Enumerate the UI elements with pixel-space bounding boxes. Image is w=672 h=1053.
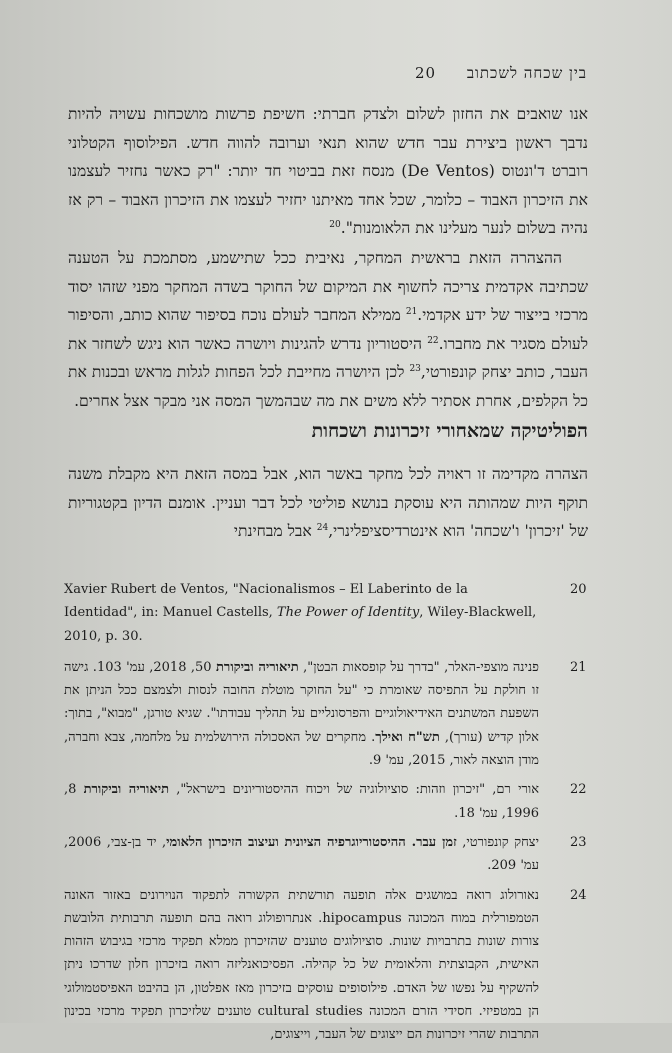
paragraph-text: ההצהרה הזאת בראשית המחקר, נאיבית ככל שתישמע, מסתמכת על הטענה שכתיבה אקדמית צריכה לחשוף את המיקום של החוקר בשדה המחקר מפני שזהו יסוד מרכזי בייצור של ידע אקדמי.$^{21}$ ממילא המחבר לעולם נוכח בסיפור שהוא כותב, והסיפור לעולם מסגיר את מחברו.$^{22}$ היסטוריון נדרש להגינות ויושרה כאשר הוא ניגש לשחזר את העבר, כותב יצחק קונפורטי,$^{23}$ לכן היושרה מחייבת לכל הפחות לגלות מראש ובכנות את כל הקלפים, אחרת אסתיר ללא משים את מה שבהמשך המסה אני מבקר אצל אחרים. (68, 249, 588, 410)
footnote-number: 20 (570, 582, 587, 597)
footnote-20 (64, 578, 587, 648)
bold-title: תיאוריה וביקורת (216, 659, 299, 675)
footnote-21 (64, 656, 587, 772)
footnote-number: 22 (570, 782, 587, 798)
italic-title: The Power of Identity (276, 605, 420, 621)
footnote-number: 24 (570, 887, 587, 903)
footnote-number: 23 (570, 834, 587, 850)
paragraph-2 (68, 244, 588, 416)
bold-title: תש"ח ואילך (375, 729, 440, 745)
bold-title: זמן עבר. ההיסטוריוגרפיה הציונית ועיצוב הזיכרון הלאומי (166, 834, 457, 850)
footnote-marker: 24 (316, 523, 329, 533)
footnote-marker: 23 (409, 364, 421, 375)
footnote-text: פנינה מוצפי-האלר, "בדרך על קופסאות הבטן", תיאוריה וביקורת 50, 2018, עמ' 103. גישה זו חולקת על התפיסה שאומרת כי "על החוקר מוטלת החובה לנסות ולצמצם ככל הניתן את השפעת המשתנים האידיאולוגיים והפרסונליים על תהליך עבודתו". שגיא טורגן, "מבוא", בתוך: אלון קדיש (עורך), תש"ח ואילך. מחקרים של האסכולה הירושלמית על מלחמה, צבא וחברה, מודן הוצאה לאור, 2015, עמ' 9. (64, 659, 539, 769)
footnote-text: אורי רם, "זיכרון וזהות: סוציולוגיה של ויכוח ההיסטוריונים בישראל", תיאוריה וביקורת 8, 1996, עמ' 18. (64, 782, 539, 821)
footnote-marker: 21 (405, 307, 418, 317)
footnote-text: Xavier Rubert de Ventos, "Nacionalismos – El Laberinto de la Identidad", in: Manuel Castells, The Power of Identity, Wiley-Blackwell, 2010, p. 30. (64, 582, 537, 644)
footnote-text: יצחק קונפורטי, זמן עבר. ההיסטוריוגרפיה הציונית ועיצוב הזיכרון הלאומי, יד בן-צבי, 2006, עמ' 209. (64, 834, 540, 874)
paragraph-1 (68, 100, 588, 243)
footnote-number: 21 (570, 659, 587, 675)
bold-title: תיאוריה וביקורת (83, 782, 170, 798)
footnotes (64, 578, 587, 1053)
running-title: בין שכחה לשכתוב (466, 63, 587, 82)
page-number: 20 (415, 64, 437, 82)
footnote-marker: 22 (427, 335, 439, 346)
footnote-22 (64, 778, 587, 825)
paragraph-text: אנו שואבים את החזון לשלום ולצדק חברתי: חשיפת פרשות מושכחות עשויה להיות נדבך ראשון ביצירת עבר חדש שהוא תנאי וערובה להווה חדש. הפילוסוף הקטלוני רוברט ד'ונטוס (De Ventos) מנסח זאת בביטוי חד יותר: "רק כאשר נחזיר לעצמנו את הזיכרון האבוד – כלומר, שכל אחד מאיתנו יחזיר לעצמו את הזיכרון האבוד – רק אז נהיה בשלום לנער מעלינו את הלאומנות".$^{20}$ (68, 105, 588, 238)
footnote-23 (64, 831, 587, 878)
footnote-24 (64, 884, 587, 1047)
section-heading: הפוליטיקה שמאחורי זיכרונות ושכחות (311, 420, 588, 442)
running-head (415, 62, 587, 84)
footnote-marker: 20 (329, 220, 341, 231)
paragraph-text: הצהרה מקדימה זו ראויה לכל מחקר באשר הוא, אבל במסה הזאת היא מקבלת משנה תוקף היות שמהותה היא עוסקת בנושא פוליטי לכל דבר ועניין. אומנם הדיון בקטגוריות של 'זיכרון' ו'שכחה' הוא אינטרדיסציפלינרי,$^{24}$ אבל מבחינתי (68, 465, 588, 541)
footnote-text: נאורולוג רואה במושגים אלה תופעה תורשתית הקשורה לתפקוד הנוירונים באזור האונה הטמפורלית במוח המכונה hipocampus. אנתרופולוג רואה בהם תופעה תרבותית הלובשת צורות שונות בתרבויות שונות. סוציולוגים טוענים שהזיכרון ממלא תפקיד מרכזי בגיבוש הזהות האישית, הקבוצתית והלאומית של כל קהילה. הפסיכואנליזה רואה בזיכרון חלון שדרכו ניתן להשקיף על נפשו של האדם. פילוסופים עוסקים בזיכרון מאז אפלטון, הן בהיבט האפיסטמולוגי הן במטפיזי. חסידי הזרם המכונה cultural studies טוענים שלזיכרון תפקיד מרכזי בכינון התרבות שהרי זיכרונות הם ייצוגים של העבר, וייצוגים, (64, 887, 540, 1043)
section-paragraph (68, 460, 588, 546)
